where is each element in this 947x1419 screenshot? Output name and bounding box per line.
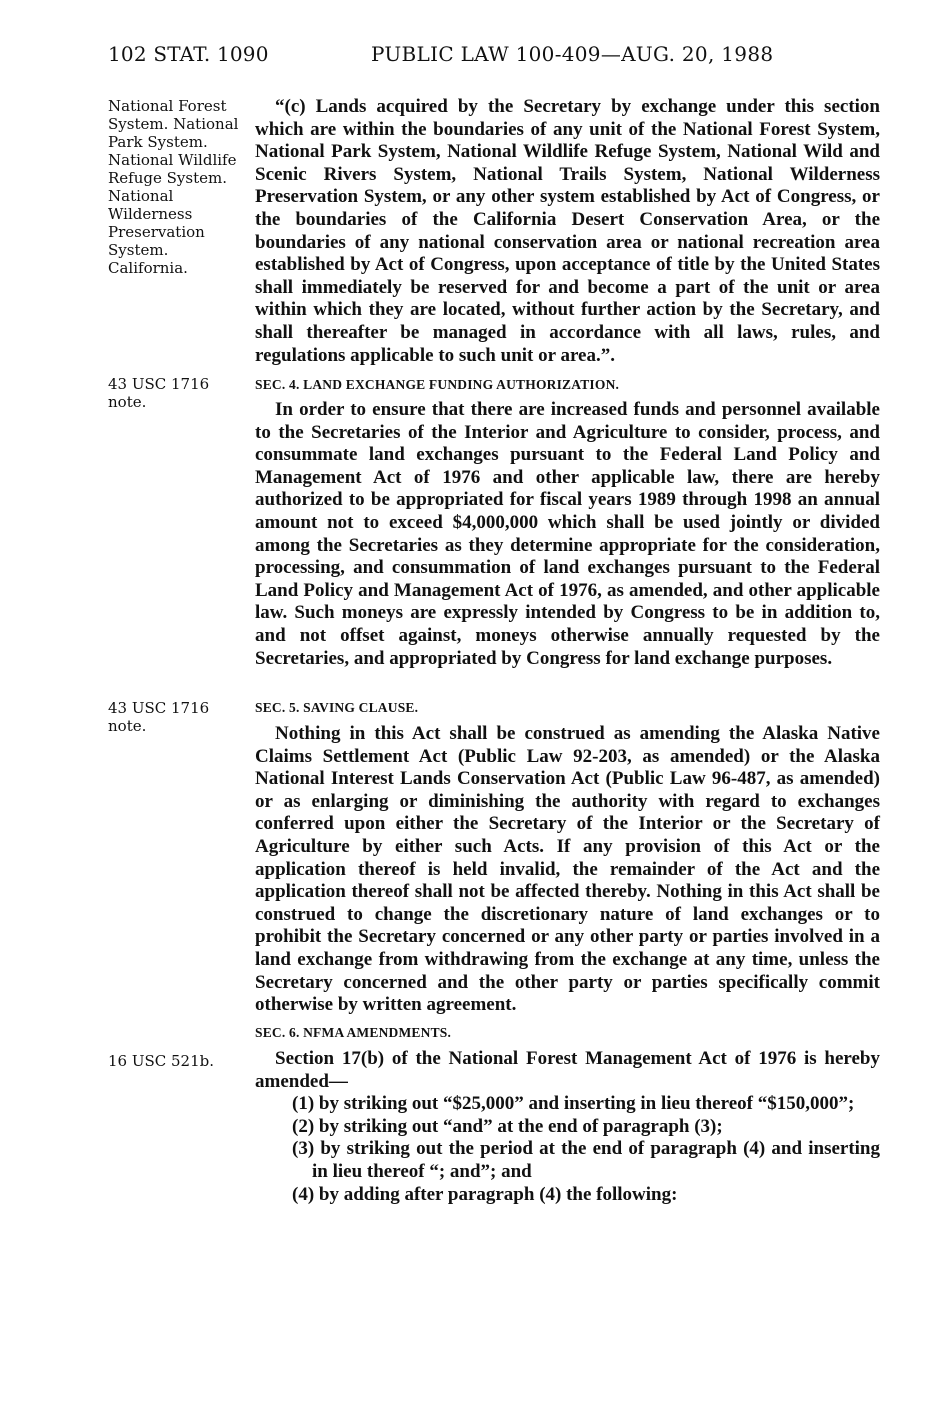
sec4-heading: SEC. 4. LAND EXCHANGE FUNDING AUTHORIZATION. (255, 377, 620, 392)
subsection-c (255, 96, 880, 367)
margin-note-sec6: 16 USC 521b. (108, 1052, 215, 1070)
sec4-text: In order to ensure that there are increased funds and personnel available to the Secretaries of the Interior and Agriculture to consider, process, and consummate land exchanges pursuant to the Federal Land Policy and Management Act of 1976 and other applicable law, there are hereby authorized to be appropriated for fiscal years 1989 through 1998 an annual amount not to exceed $4,000,000 which shall be used jointly or divided among the Secretaries as they determine appropriate for the consideration, processing, and consummation of land exchanges pursuant to the Federal Land Policy and Management Act of 1976, as amended, and other applicable law. Such moneys are expressly intended by Congress to be in addition to, and not offset against, moneys otherwise annually requested by the Secretaries, and appropriated by Congress for land exchange purposes. (255, 399, 880, 669)
margin-note-sec5: 43 USC 1716 note. (108, 699, 210, 735)
page-header (108, 42, 888, 82)
sec6-body (255, 1048, 880, 1206)
sec6-heading: SEC. 6. NFMA AMENDMENTS. (255, 1025, 452, 1040)
sec6-intro: Section 17(b) of the National Forest Management Act of 1976 is hereby amended— (255, 1048, 880, 1092)
sec4-body (255, 399, 880, 670)
sec6-item-1: (1) by striking out “$25,000” and inserting in lieu thereof “$150,000”; (292, 1093, 855, 1115)
sec5-body (255, 723, 880, 1017)
margin-note-sec4: 43 USC 1716 note. (108, 375, 210, 411)
sec6-item-2: (2) by striking out “and” at the end of paragraph (3); (292, 1115, 723, 1137)
subsection-c-text: “(c) Lands acquired by the Secretary by exchange under this section which are within the boundaries of any unit of the National Forest System, National Park System, National Wildlife Refuge System, National Wild and Scenic Rivers System, National Trails System, National Wilderness Preservation System, or any other system established by Act of Congress, or the boundaries of the California Desert Conservation Area, or the boundaries of any national conservation area or national recreation area established by Act of Congress, upon acceptance of title by the United States shall immediately be reserved for and become a part of the unit or area within which they are located, without further action by the Secretary, and shall thereafter be managed in accordance with all laws, rules, and regulations applicable to such unit or area.”. (255, 96, 880, 366)
sec6-item-3: (3) by striking out the period at the end of paragraph (4) and inserting in lieu thereof “; and”; and (292, 1138, 880, 1182)
law-title: PUBLIC LAW 100-409—AUG. 20, 1988 (371, 42, 774, 66)
sec5-heading: SEC. 5. SAVING CLAUSE. (255, 700, 419, 715)
stat-reference: 102 STAT. 1090 (108, 42, 269, 66)
sec6-item-4: (4) by adding after paragraph (4) the following: (292, 1183, 678, 1205)
margin-note-systems: National Forest System. National Park System. National Wildlife Refuge System. National Wilderness Preservation System. California. (108, 97, 239, 277)
sec5-text: Nothing in this Act shall be construed as amending the Alaska Native Claims Settlement Act (Public Law 92-203, as amended) or the Alaska National Interest Lands Conservation Act (Public Law 96-487, as amended) or as enlarging or diminishing the authority with regard to exchanges conferred upon either the Secretary of the Interior or the Secretary of Agriculture by either such Acts. If any provision of this Act or the application thereof is held invalid, the remainder of the Act and the application thereof shall not be affected thereby. Nothing in this Act shall be construed to change the discretionary nature of land exchanges or to prohibit the Secretary concerned or any other party or parties involved in a land exchange from withdrawing from the exchange at any time, unless the Secretary concerned and the other party or parties specifically commit otherwise by written agreement. (255, 723, 880, 1016)
